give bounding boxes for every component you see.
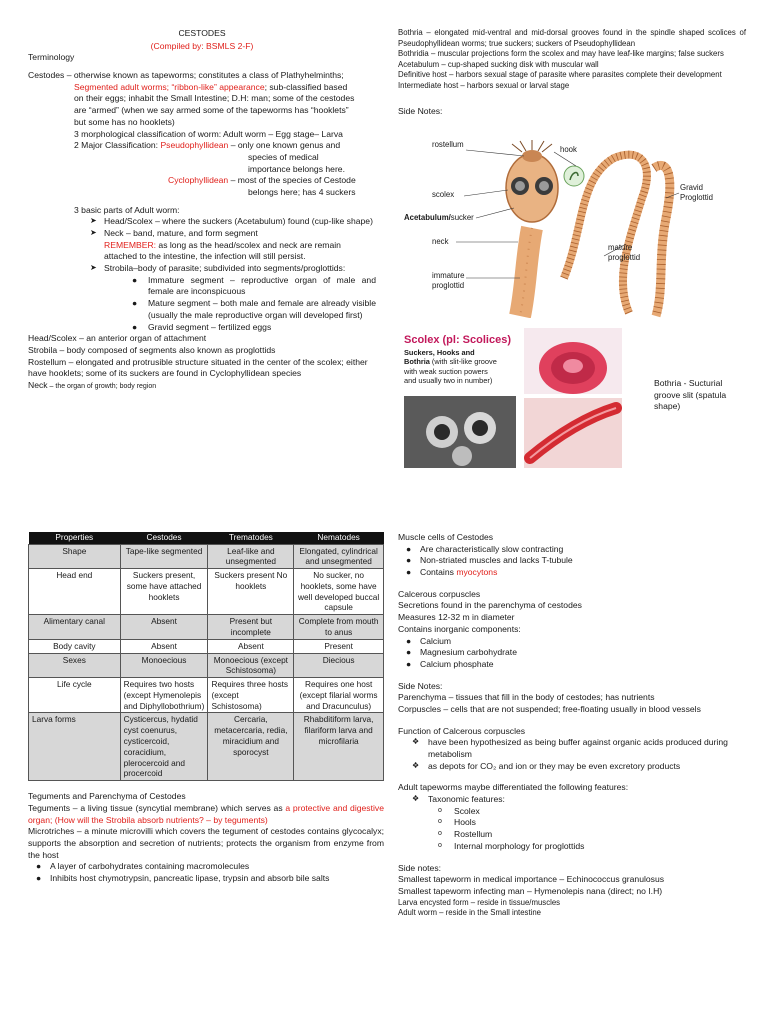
cestodes-notes-page-2	[398, 28, 746, 498]
page-title: CESTODES	[178, 28, 226, 38]
table-cell: Absent	[120, 615, 208, 640]
label-gravid: Gravid	[680, 183, 703, 192]
list-item	[398, 737, 748, 760]
scolex-title: Scolex (pl: Scolices)	[404, 334, 511, 346]
table-cell: Elongated, cylindrical and unsegmented	[294, 544, 384, 569]
diamond-bullet-icon: ❖	[412, 760, 420, 770]
adult-tapeworm-heading: Adult tapeworms maybe differentiated the following features:	[398, 782, 629, 793]
table-row	[29, 544, 384, 569]
list-item-text: Magnesium carbohydrate	[420, 647, 517, 658]
calcerous-heading: Calcerous corpuscles	[398, 588, 481, 599]
cyclo-post: – most of the species of Cestode	[228, 175, 356, 186]
arrow-bullet-icon: ➤	[90, 228, 97, 237]
side-note-line: Adult worm – reside in the Small intestine	[398, 908, 542, 918]
definition-acetabulum: Acetabulum – cup-shaped sucking disk with muscular wall	[398, 59, 599, 69]
table-cell: Leaf-like and unsegmented	[208, 544, 294, 569]
cestodes-line-3: on their eggs; inhabit the Small Intestine; D.H: man; some of the cestodes	[74, 93, 355, 104]
list-item-text: Calcium phosphate	[420, 658, 494, 669]
list-item-text: as depots for CO₂ and ion or they may be even excretory products	[428, 760, 681, 771]
neck-def: – the organ of growth; body region	[47, 382, 157, 390]
table-cell: Diecious	[294, 653, 384, 678]
dot-bullet-icon: ●	[406, 567, 412, 578]
myocytons-red-text: myocytons	[456, 567, 498, 578]
list-item	[398, 567, 748, 579]
cestodes-rest: ; sub-classified based	[264, 81, 348, 92]
label-mature-proglottid: proglottid	[608, 253, 641, 262]
table-cell: Alimentary canal	[29, 615, 121, 640]
table-cell: Absent	[120, 639, 208, 653]
list-item	[28, 298, 376, 321]
teguments-red-text: a protective and digestive organ; (How will the Strobila absorb nutrients? – by teguments)	[28, 802, 384, 825]
remember-label: REMEMBER:	[104, 239, 157, 250]
table-cell: Monoecious (except Schistosoma)	[208, 653, 294, 678]
table-cell: Cercaria, metacercaria, redia, miracidium and sporocyst	[208, 713, 294, 781]
table-row	[29, 615, 384, 640]
list-item	[398, 544, 748, 556]
list-item	[398, 829, 748, 841]
remember-note	[28, 240, 376, 263]
label-immature: immature	[432, 271, 465, 280]
circle-bullet-icon: o	[438, 818, 442, 826]
table-cell: Requires three hosts (except Schistosoma)	[208, 678, 294, 713]
list-item-text: Head/Scolex – where the suckers (Acetabulum) found (cup-like shape)	[104, 216, 373, 227]
scolex-photo-pink	[524, 328, 622, 394]
major-pre: 2 Major Classification:	[74, 140, 161, 151]
list-item-text: Gravid segment – fertilized eggs	[148, 321, 272, 332]
cestodes-notes-page-1	[28, 28, 376, 498]
list-item-text: Non-striated muscles and lacks T-tubule	[420, 555, 573, 566]
table-cell: Rhabditiform larva, filariform larva and microfilaria	[294, 713, 384, 781]
side-notes-heading: Side Notes:	[398, 680, 443, 691]
neck-term: Neck	[28, 379, 48, 390]
arrow-bullet-icon: ➤	[90, 263, 97, 273]
list-item	[398, 636, 748, 648]
side-note-line: Corpuscles – cells that are not suspended; free-floating usually in blood vessels	[398, 703, 701, 714]
table-cell: Life cycle	[29, 678, 121, 713]
microtriches-definition: Microtriches – a minute microvilli which covers the tegument of cestodes contains glycocalyx; supports the absorption and secretion of nutrients; protects the organism from enzyme from the host	[28, 826, 384, 860]
cestodes-line-4: are “armed” (when we say armed some of the tapeworms has “hooklets”	[74, 105, 349, 116]
table-row	[29, 713, 384, 781]
calcerous-line: Measures 12-32 m in diameter	[398, 612, 515, 623]
list-item	[398, 817, 748, 829]
definition-bothria: Bothria – elongated mid-ventral and mid-dorsal grooves found in the spindle shaped scolices of Pseudophyllidean worms; true suckers; suckers of Pseudophyllidean	[398, 28, 746, 48]
list-item	[28, 873, 384, 885]
circle-bullet-icon: o	[438, 841, 442, 849]
label-neck: neck	[432, 237, 449, 246]
bothria-photo	[524, 398, 622, 468]
table-cell: Body cavity	[29, 639, 121, 653]
definition-strobila: Strobila – body composed of segments also known as proglottids	[28, 344, 276, 355]
dot-bullet-icon: ●	[132, 321, 138, 332]
major-post: – only one known genus and	[228, 140, 341, 151]
table-header-row	[29, 532, 384, 544]
definition-neck	[28, 380, 376, 392]
definition-rostellum: Rostellum – elongated and protrusible structure situated in the center of the scolex; either have hooklets; some of its suckers are found in Cyclophyllidean species	[28, 356, 368, 379]
list-item	[398, 659, 748, 671]
table-cell: Absent	[208, 639, 294, 653]
list-item-text: Neck – band, mature, and form segment	[104, 228, 258, 238]
label-rostellum: rostellum	[432, 140, 464, 149]
dot-bullet-icon: ●	[406, 658, 412, 669]
table-cell: Requires one host (except filarial worms and Dracunculus)	[294, 678, 384, 713]
definition-head-scolex: Head/Scolex – an anterior organ of attachment	[28, 333, 207, 344]
table-cell: Suckers present No hooklets	[208, 569, 294, 615]
label-mature: mature	[608, 243, 633, 252]
major-classification	[28, 140, 376, 152]
cestodes-red-text: Segmented adult worms; “ribbon-like” appearance	[74, 81, 265, 92]
muscle-cells-heading: Muscle cells of Cestodes	[398, 532, 494, 542]
table-cell: Complete from mouth to anus	[294, 615, 384, 640]
list-item-text: Internal morphology for proglottids	[454, 840, 585, 851]
table-cell: Suckers present, some have attached hooklets	[120, 569, 208, 615]
compiled-by: (Compiled by: BSMLS 2-F)	[150, 40, 254, 51]
basic-parts-heading: 3 basic parts of Adult worm:	[74, 204, 180, 215]
table-cell: Tape-like segmented	[120, 544, 208, 569]
side-note-line: Larva encysted form – reside in tissue/muscles	[398, 897, 561, 907]
dot-bullet-icon: ●	[36, 872, 42, 883]
table-cell: Shape	[29, 544, 121, 569]
side-note-line: Parenchyma – tissues that fill in the body of cestodes; has nutrients	[398, 692, 655, 703]
list-item-text: Taxonomic features:	[428, 794, 505, 805]
list-item	[398, 806, 748, 818]
major-line-2: species of medical	[248, 151, 319, 162]
header-trematodes: Trematodes	[208, 532, 294, 544]
table-cell: Present but incomplete	[208, 615, 294, 640]
scolex-caption-line	[404, 357, 522, 366]
list-item	[398, 647, 748, 659]
dot-bullet-icon: ●	[36, 861, 42, 872]
scolex-caption-line: Suckers, Hooks and	[404, 348, 475, 357]
header-cestodes: Cestodes	[120, 532, 208, 544]
side-notes-heading: Side Notes:	[398, 105, 443, 116]
terminology-heading: Terminology	[28, 52, 75, 63]
morph-classification: 3 morphological classification of worm: Adult worm – Egg stage– Larva	[74, 128, 343, 139]
list-item	[398, 761, 748, 773]
list-item	[398, 841, 748, 853]
major-line-3: importance belongs here.	[248, 163, 345, 174]
header-nematodes: Nematodes	[294, 532, 384, 544]
cestodes-definition	[28, 70, 376, 128]
teguments-heading: Teguments and Parenchyma of Cestodes	[28, 791, 186, 802]
calcerous-line: Contains inorganic components:	[398, 623, 521, 634]
list-item-text: have been hypothesized as being buffer against organic acids produced during metabolism	[428, 737, 728, 759]
list-item	[28, 216, 376, 228]
circle-bullet-icon: o	[438, 830, 442, 838]
side-notes-heading-2: Side notes:	[398, 862, 441, 873]
dot-bullet-icon: ●	[406, 543, 412, 554]
diamond-bullet-icon: ❖	[412, 794, 420, 804]
dot-bullet-icon: ●	[406, 555, 412, 566]
table-cell: Cysticercus, hydatid cyst coenurus, cysticercoid, coracidium, plerocercoid and procercoid	[120, 713, 208, 781]
label-acetabulum	[404, 213, 474, 224]
scolex-caption-bold: Bothria	[404, 357, 430, 367]
side-note-line: Smallest tapeworm infecting man – Hymenolepis nana (direct; no I.H)	[398, 885, 663, 896]
list-item	[28, 322, 376, 334]
cestodes-line-2	[28, 82, 376, 94]
table-cell: Larva forms	[29, 713, 121, 781]
dot-bullet-icon: ●	[406, 635, 412, 646]
definition-bothridia: Bothridia – muscular projections form the scolex and may have leaf-like margins; false suckers	[398, 49, 724, 59]
bothria-caption: Bothria - Sucturial groove slit (spatula shape)	[654, 378, 727, 412]
cyclophyllidean-label: Cyclophyllidean	[168, 175, 229, 186]
list-item	[28, 263, 376, 275]
comparison-table	[28, 532, 384, 781]
definition-intermediate-host: Intermediate host – harbors sexual or larval stage	[398, 80, 570, 90]
header-properties: Properties	[29, 532, 121, 544]
label-acetabulum-text: Acetabulum/	[404, 213, 451, 222]
cyclo-line-2: belongs here; has 4 suckers	[248, 186, 356, 197]
list-item-text: Scolex	[454, 805, 480, 816]
list-item	[28, 861, 384, 873]
list-item-text: Hools	[454, 817, 476, 828]
function-heading: Function of Calcerous corpuscles	[398, 725, 526, 736]
arrow-bullet-icon: ➤	[90, 216, 97, 226]
scolex-photo-sem	[404, 396, 516, 468]
list-item-text: Strobila–body of parasite; subdivided into segments/proglottids:	[104, 263, 346, 274]
teguments-definition	[28, 803, 384, 826]
definition-definitive-host: Definitive host – harbors sexual stage of parasite where parasites complete their development	[398, 70, 722, 80]
list-item	[398, 794, 748, 806]
pseudophyllidean-label: Pseudophyllidean	[160, 140, 229, 151]
label-scolex: scolex	[432, 190, 455, 199]
cestodes-notes-page-3	[28, 532, 384, 1002]
list-item-text: Inhibits host chymotrypsin, pancreatic lipase, trypsin and absorb bile salts	[50, 872, 330, 883]
remember-text: as long as the head/scolex and neck are remain attached to the intestine, the infection will still persist.	[104, 239, 341, 262]
list-item-text: Calcium	[420, 635, 452, 646]
table-row	[29, 678, 384, 713]
table-cell: Head end	[29, 569, 121, 615]
label-hook: hook	[560, 145, 577, 154]
dot-bullet-icon: ●	[132, 298, 138, 309]
table-row	[29, 569, 384, 615]
list-item-text: A layer of carbohydrates containing macromolecules	[50, 861, 250, 872]
list-item-text: Are characteristically slow contracting	[420, 543, 564, 554]
scolex-caption	[404, 348, 522, 385]
cyclophyllidean-line	[28, 175, 376, 187]
cestodes-line-5: but some has no hooklets)	[74, 116, 175, 127]
list-item-text: Mature segment – both male and female are already visible (usually the male reproductive organ will developed first)	[148, 298, 376, 320]
calcerous-line: Secretions found in the parenchyma of cestodes	[398, 600, 582, 611]
table-cell: Requires two hosts (except Hymenolepis and Diphyllobothrium)	[120, 678, 208, 713]
list-item-text: Immature segment – reproductive organ of male and female are inconspicuous	[148, 274, 376, 297]
dot-bullet-icon: ●	[406, 647, 412, 658]
list-item-text: Contains	[420, 567, 457, 578]
cestodes-line: Cestodes – otherwise known as tapeworms; constitutes a class of Plathyhelminths;	[28, 70, 344, 81]
list-item	[398, 555, 748, 567]
scolex-caption-rest: (with slit-like groove	[429, 357, 497, 367]
list-item-text: Rostellum	[454, 829, 493, 840]
scolex-caption-line: with weak suction powers	[404, 366, 488, 376]
dot-bullet-icon: ●	[132, 274, 138, 285]
label-sucker-text: sucker	[450, 213, 474, 222]
table-cell: No sucker, no hooklets, some have well developed buccal capsule	[294, 569, 384, 615]
label-gravid-proglottid: Proglottid	[680, 193, 713, 202]
label-immature-proglottid: proglottid	[432, 281, 465, 290]
scolex-caption-line: and usually two in number)	[404, 375, 493, 385]
table-cell: Sexes	[29, 653, 121, 678]
table-row	[29, 653, 384, 678]
list-item	[28, 228, 376, 240]
table-row	[29, 639, 384, 653]
diamond-bullet-icon: ❖	[412, 737, 420, 747]
list-item	[28, 275, 376, 298]
cestodes-notes-page-4	[398, 532, 748, 1002]
teguments-text: Teguments – a living tissue (syncytial membrane) which serves as	[28, 802, 286, 813]
side-note-line: Smallest tapeworm in medical importance – Echinococcus granulosus	[398, 874, 665, 885]
table-cell: Present	[294, 639, 384, 653]
table-cell: Monoecious	[120, 653, 208, 678]
circle-bullet-icon: o	[438, 806, 442, 814]
